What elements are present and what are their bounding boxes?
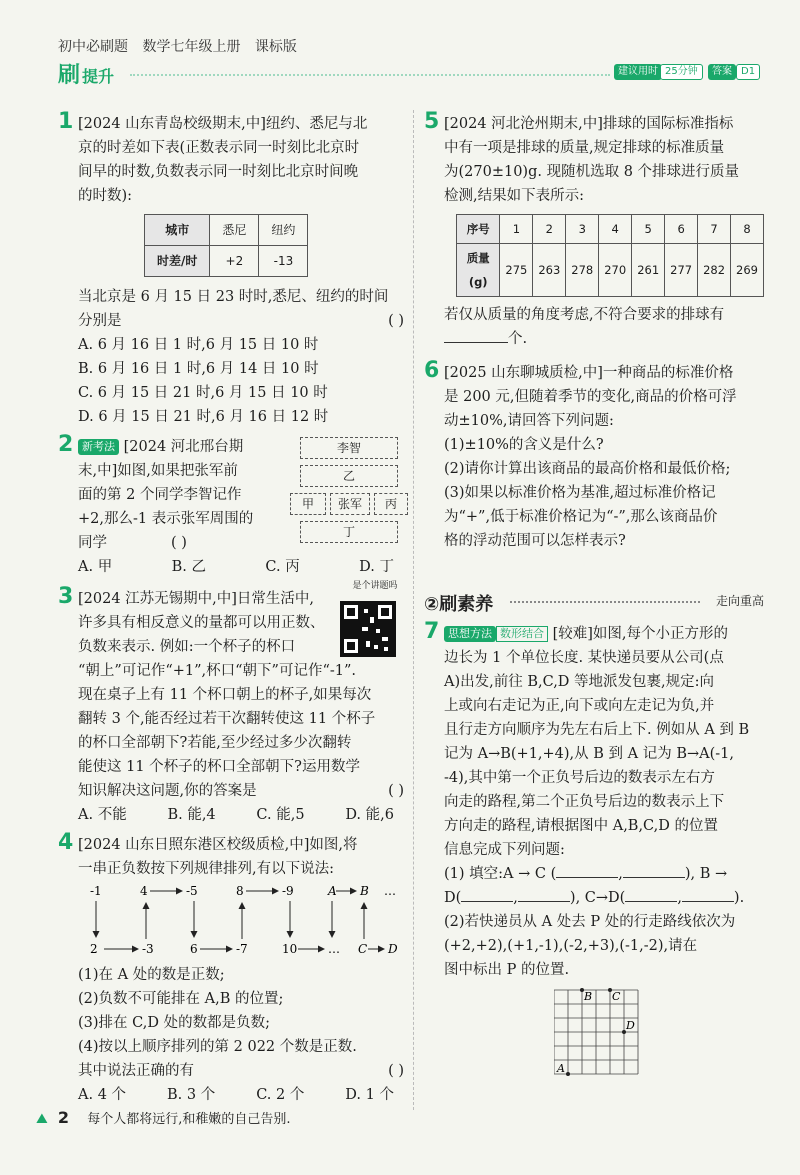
page-number: 2 [57, 1108, 70, 1127]
question-text: 且行走方向顺序为先左右后上下. 例如从 A 到 B [444, 722, 750, 738]
seq-num: 4 [140, 884, 148, 898]
question-text: 的杯口全部朝下?若能,至少经过多少次翻转 [78, 735, 352, 751]
question-3 [58, 581, 404, 827]
answer-line [78, 779, 404, 803]
seat-bing: 丙 [374, 493, 408, 515]
table-cell: 261 [632, 244, 665, 297]
options [78, 803, 404, 827]
question-text: [2024 山东日照东港区校级质检,中]如图,将 [78, 837, 358, 853]
question-text: +2,那么-1 表示张军周围的 [78, 511, 254, 527]
sub-question: 格的浮动范围可以怎样表示? [444, 533, 626, 549]
volleyball-mass-table [456, 214, 764, 297]
question-text: 向走的路程,第二个正负号后边的数表示上下 [444, 794, 725, 810]
logo-main: 刷 [58, 63, 81, 88]
table-cell: 2 [533, 215, 566, 244]
question-text: 翻转 3 个,能否经过若干次翻转使这 11 个杯子 [78, 711, 376, 727]
option-c[interactable]: C. 丙 [265, 559, 300, 575]
seat-jia: 甲 [290, 493, 326, 515]
table-cell: 7 [698, 215, 731, 244]
question-text: 是 200 元,但随着季节的变化,商品的价格可浮 [444, 389, 737, 405]
number-sequence-diagram [84, 883, 404, 959]
option-d[interactable]: D. 丁 [359, 559, 394, 575]
section-logo [58, 58, 114, 89]
answer-line [78, 309, 404, 333]
question-4 [58, 830, 404, 1107]
question-text: [2024 山东青岛校级期末,中]纽约、悉尼与北 [78, 116, 368, 132]
options [78, 1083, 404, 1107]
answer-blank[interactable] [682, 886, 734, 902]
option-a[interactable]: A. 4 个 [78, 1087, 127, 1103]
point-d-label: D [626, 1019, 635, 1032]
point-c-label: C [612, 990, 621, 1003]
fill-text: , [513, 890, 518, 906]
seq-num: 2 [90, 942, 98, 956]
question-text: 信息完成下列问题: [444, 842, 565, 858]
seat-lizhi: 李智 [300, 437, 398, 459]
table-cell: 3 [566, 215, 599, 244]
logo-sub: 提升 [82, 67, 115, 86]
answer-blank[interactable] [461, 886, 513, 902]
seq-num: -3 [142, 942, 154, 956]
question-number: 2 [58, 432, 74, 457]
qr-code-icon[interactable] [340, 601, 396, 657]
question-text: 其中说法正确的有 [78, 1063, 194, 1079]
question-text: 边长为 1 个单位长度. 某快递员要从公司(点 [444, 650, 724, 666]
subject-name: 数学七年级上册 [142, 39, 241, 55]
question-text: (+2,+2),(+1,-1),(-2,+3),(-1,-2),请在 [444, 938, 698, 954]
question-text: 能使这 11 个杯子的杯口全部朝下?运用数学 [78, 759, 360, 775]
seq-num: 10 [282, 942, 298, 956]
sub-question: 为“+”,低于标准价格记为“-”,那么该商品价 [444, 509, 718, 525]
options [78, 333, 404, 429]
table-cell: 6 [665, 215, 698, 244]
question-text: 面的第 2 个同学李智记作 [78, 487, 242, 503]
question-text: 知识解决这问题,你的答案是 [78, 783, 257, 799]
statement: (1)在 A 处的数是正数; [78, 967, 225, 983]
table-header: 序号 [457, 215, 500, 244]
question-text: 当北京是 6 月 15 日 23 时时,悉尼、纽约的时间 [78, 289, 389, 305]
option-a[interactable]: A. 甲 [78, 559, 113, 575]
footer-motto: 每个人都将远行,和稚嫩的自己告别. [87, 1112, 291, 1127]
question-text: 为(270±10)g. 现随机选取 8 个排球进行质量 [444, 164, 740, 180]
table-cell: 5 [632, 215, 665, 244]
table-cell: 278 [566, 244, 599, 297]
question-text: A)出发,前往 B,C,D 等地派发包裹,规定:向 [444, 674, 715, 690]
question-text: -4),其中第一个正负号后边的数表示左右方 [444, 770, 715, 786]
option-d[interactable]: D. 能,6 [345, 807, 394, 823]
table-cell: -13 [259, 246, 308, 277]
question-text: 图中标出 P 的位置. [444, 962, 570, 978]
fill-text: , [618, 866, 623, 882]
section-header [424, 590, 764, 615]
right-column [424, 109, 764, 559]
question-text: [2024 江苏无锡期中,中]日常生活中, [78, 591, 315, 607]
options [78, 555, 404, 579]
method-tag: 数形结合 [496, 626, 548, 642]
seq-num: -7 [236, 942, 248, 956]
table-cell: +2 [210, 246, 259, 277]
seq-num: -5 [186, 884, 198, 898]
option-b[interactable]: B. 能,4 [167, 807, 216, 823]
point-a-label: A [557, 1062, 565, 1075]
left-column [58, 109, 404, 1113]
sub-question: (2)请你计算出该商品的最高价格和最低价格; [444, 461, 731, 477]
fill-text: ), C→D( [569, 890, 626, 906]
statement: (3)排在 C,D 处的数都是负数; [78, 1015, 270, 1031]
coordinate-grid[interactable] [554, 988, 694, 1088]
answer-blank[interactable] [556, 862, 618, 878]
question-text: “朝上”可记作“+1”,杯口“朝下”可记作“-1”. [78, 663, 357, 679]
fill-text: (1) 填空:A → C ( [444, 866, 557, 882]
seq-num: -1 [90, 884, 102, 898]
option-b[interactable]: B. 乙 [171, 559, 206, 575]
option-c[interactable]: C. 6 月 15 日 21 时,6 月 15 日 10 时 [78, 385, 328, 401]
question-text: 动±10%,请回答下列问题: [444, 413, 614, 429]
answer-page: D1 [736, 64, 760, 80]
seq-dots: … [328, 942, 340, 956]
fill-text: ), B → [684, 866, 728, 882]
answer-blank[interactable] [623, 862, 685, 878]
question-text: 个. [508, 331, 528, 347]
question-2 [58, 432, 404, 581]
option-d[interactable]: D. 6 月 15 日 21 时,6 月 16 日 12 时 [78, 409, 329, 425]
seat-zhangjun: 张军 [330, 493, 370, 515]
question-text: 间早的时数,负数表示同一时刻比北京时间晚 [78, 164, 359, 180]
method-tag: 思想方法 [444, 626, 496, 642]
point-b-label: B [584, 990, 593, 1003]
question-number: 6 [424, 358, 440, 383]
section-title: 刷素养 [439, 594, 494, 615]
sub-question: (3)如果以标准价格为基准,超过标准价格记 [444, 485, 716, 501]
question-text: 负数来表示. 例如:一个杯子的杯口 [78, 639, 296, 655]
table-header: 质量(g) [457, 244, 500, 297]
new-method-tag: 新考法 [78, 439, 119, 455]
page-footer [36, 1108, 290, 1127]
option-b[interactable]: B. 3 个 [167, 1087, 216, 1103]
table-cell: 悉尼 [210, 215, 259, 246]
table-cell: 8 [731, 215, 764, 244]
statement: (4)按以上顺序排列的第 2 022 个数是正数. [78, 1039, 357, 1055]
table-cell: 纽约 [259, 215, 308, 246]
answer-bracket[interactable]: ( ) [388, 783, 404, 799]
fill-text: D( [444, 890, 462, 906]
section-badge: ② [424, 594, 440, 615]
seq-point-b: B [360, 884, 369, 898]
question-text: [2024 河北沧州期末,中]排球的国际标准指标 [444, 116, 734, 132]
sub-question: (1)±10%的含义是什么? [444, 437, 604, 453]
question-text: 的时数): [78, 188, 133, 204]
question-1 [58, 109, 404, 429]
question-text: 方向走的路程,请根据图中 A,B,C,D 的位置 [444, 818, 718, 834]
answer-blank[interactable] [518, 886, 570, 902]
book-title [58, 36, 307, 56]
time-value: 25分钟 [660, 64, 703, 80]
table-cell: 4 [599, 215, 632, 244]
seat-ding: 丁 [300, 521, 398, 543]
answer-bracket[interactable]: ( ) [171, 535, 187, 551]
question-number: 7 [424, 619, 440, 644]
seq-num: 8 [236, 884, 244, 898]
question-text: 记为 A→B(+1,+4),从 B 到 A 记为 B→A(-1, [444, 746, 735, 762]
question-text: 检测,结果如下表所示: [444, 188, 584, 204]
question-7 [424, 619, 764, 1088]
question-text: 一串正负数按下列规律排列,有以下说法: [78, 861, 334, 877]
column-divider [413, 110, 414, 1110]
table-cell: 270 [599, 244, 632, 297]
question-text: 若仅从质量的角度考虑,不符合要求的排球有 [444, 307, 725, 323]
section-dots [510, 601, 700, 603]
question-text: [较难]如图,每个小正方形的 [552, 626, 729, 642]
answer-bracket[interactable]: ( ) [388, 313, 404, 329]
question-text: 中有一项是排球的质量,规定排球的标准质量 [444, 140, 725, 156]
edition-name: 课标版 [254, 39, 297, 55]
option-a[interactable]: A. 6 月 16 日 1 时,6 月 15 日 10 时 [78, 337, 319, 353]
question-text: [2024 河北邢台期 [123, 439, 244, 455]
question-number: 3 [58, 584, 74, 609]
question-5 [424, 109, 764, 351]
table-cell: 277 [665, 244, 698, 297]
question-7-block [424, 619, 764, 1094]
question-text: 上或向右走记为正,向下或向左走记为负,并 [444, 698, 715, 714]
seq-point-d: D [388, 942, 398, 956]
table-cell: 275 [500, 244, 533, 297]
question-number: 1 [58, 109, 74, 134]
qr-label: 是个讲题吗 [352, 581, 398, 591]
question-text: 现在桌子上有 11 个杯口朝上的杯子,如果每次 [78, 687, 372, 703]
answer-bracket[interactable]: ( ) [388, 1063, 404, 1079]
question-6 [424, 358, 764, 553]
question-text: 分别是 [78, 313, 122, 329]
answer-line [78, 1059, 404, 1083]
section-goal: 走向重高 [715, 594, 764, 608]
time-label: 建议用时 [614, 64, 662, 80]
question-text: [2025 山东聊城质检,中]一种商品的标准价格 [444, 365, 734, 381]
seq-num: -9 [282, 884, 294, 898]
answer-blank[interactable] [444, 327, 508, 343]
seq-num: 6 [190, 942, 198, 956]
table-cell: 1 [500, 215, 533, 244]
table-header: 时差/时 [145, 246, 210, 277]
question-text: 许多具有相反意义的量都可以用正数、 [78, 615, 325, 631]
header-rule [130, 74, 610, 76]
table-header: 城市 [145, 215, 210, 246]
option-a[interactable]: A. 不能 [78, 807, 127, 823]
point-a-dot [566, 1072, 570, 1076]
answer-label: 答案 [708, 64, 736, 80]
option-c[interactable]: C. 2 个 [256, 1087, 305, 1103]
question-number: 5 [424, 109, 440, 134]
answer-blank[interactable] [625, 886, 677, 902]
fill-text: ). [733, 890, 745, 906]
table-cell: 269 [731, 244, 764, 297]
option-c[interactable]: C. 能,5 [256, 807, 305, 823]
seat-yi: 乙 [300, 465, 398, 487]
table-cell: 282 [698, 244, 731, 297]
option-b[interactable]: B. 6 月 16 日 1 时,6 月 14 日 10 时 [78, 361, 319, 377]
option-d[interactable]: D. 1 个 [345, 1087, 394, 1103]
timezone-table [144, 214, 308, 277]
table-cell: 263 [533, 244, 566, 297]
fill-text: , [677, 890, 682, 906]
seq-dots: … [384, 884, 396, 898]
seq-point-a: A [328, 884, 337, 898]
series-name: 初中必刷题 [58, 39, 128, 55]
statement: (2)负数不可能排在 A,B 的位置; [78, 991, 284, 1007]
question-number: 4 [58, 830, 74, 855]
mountain-icon: ⛰ [36, 1111, 48, 1127]
question-text: 同学 [78, 535, 107, 551]
question-text: 京的时差如下表(正数表示同一时刻比北京时 [78, 140, 360, 156]
seq-point-c: C [358, 942, 368, 956]
question-text: 末,中]如图,如果把张军前 [78, 463, 238, 479]
question-text: (2)若快递员从 A 处去 P 处的行走路线依次为 [444, 914, 736, 930]
